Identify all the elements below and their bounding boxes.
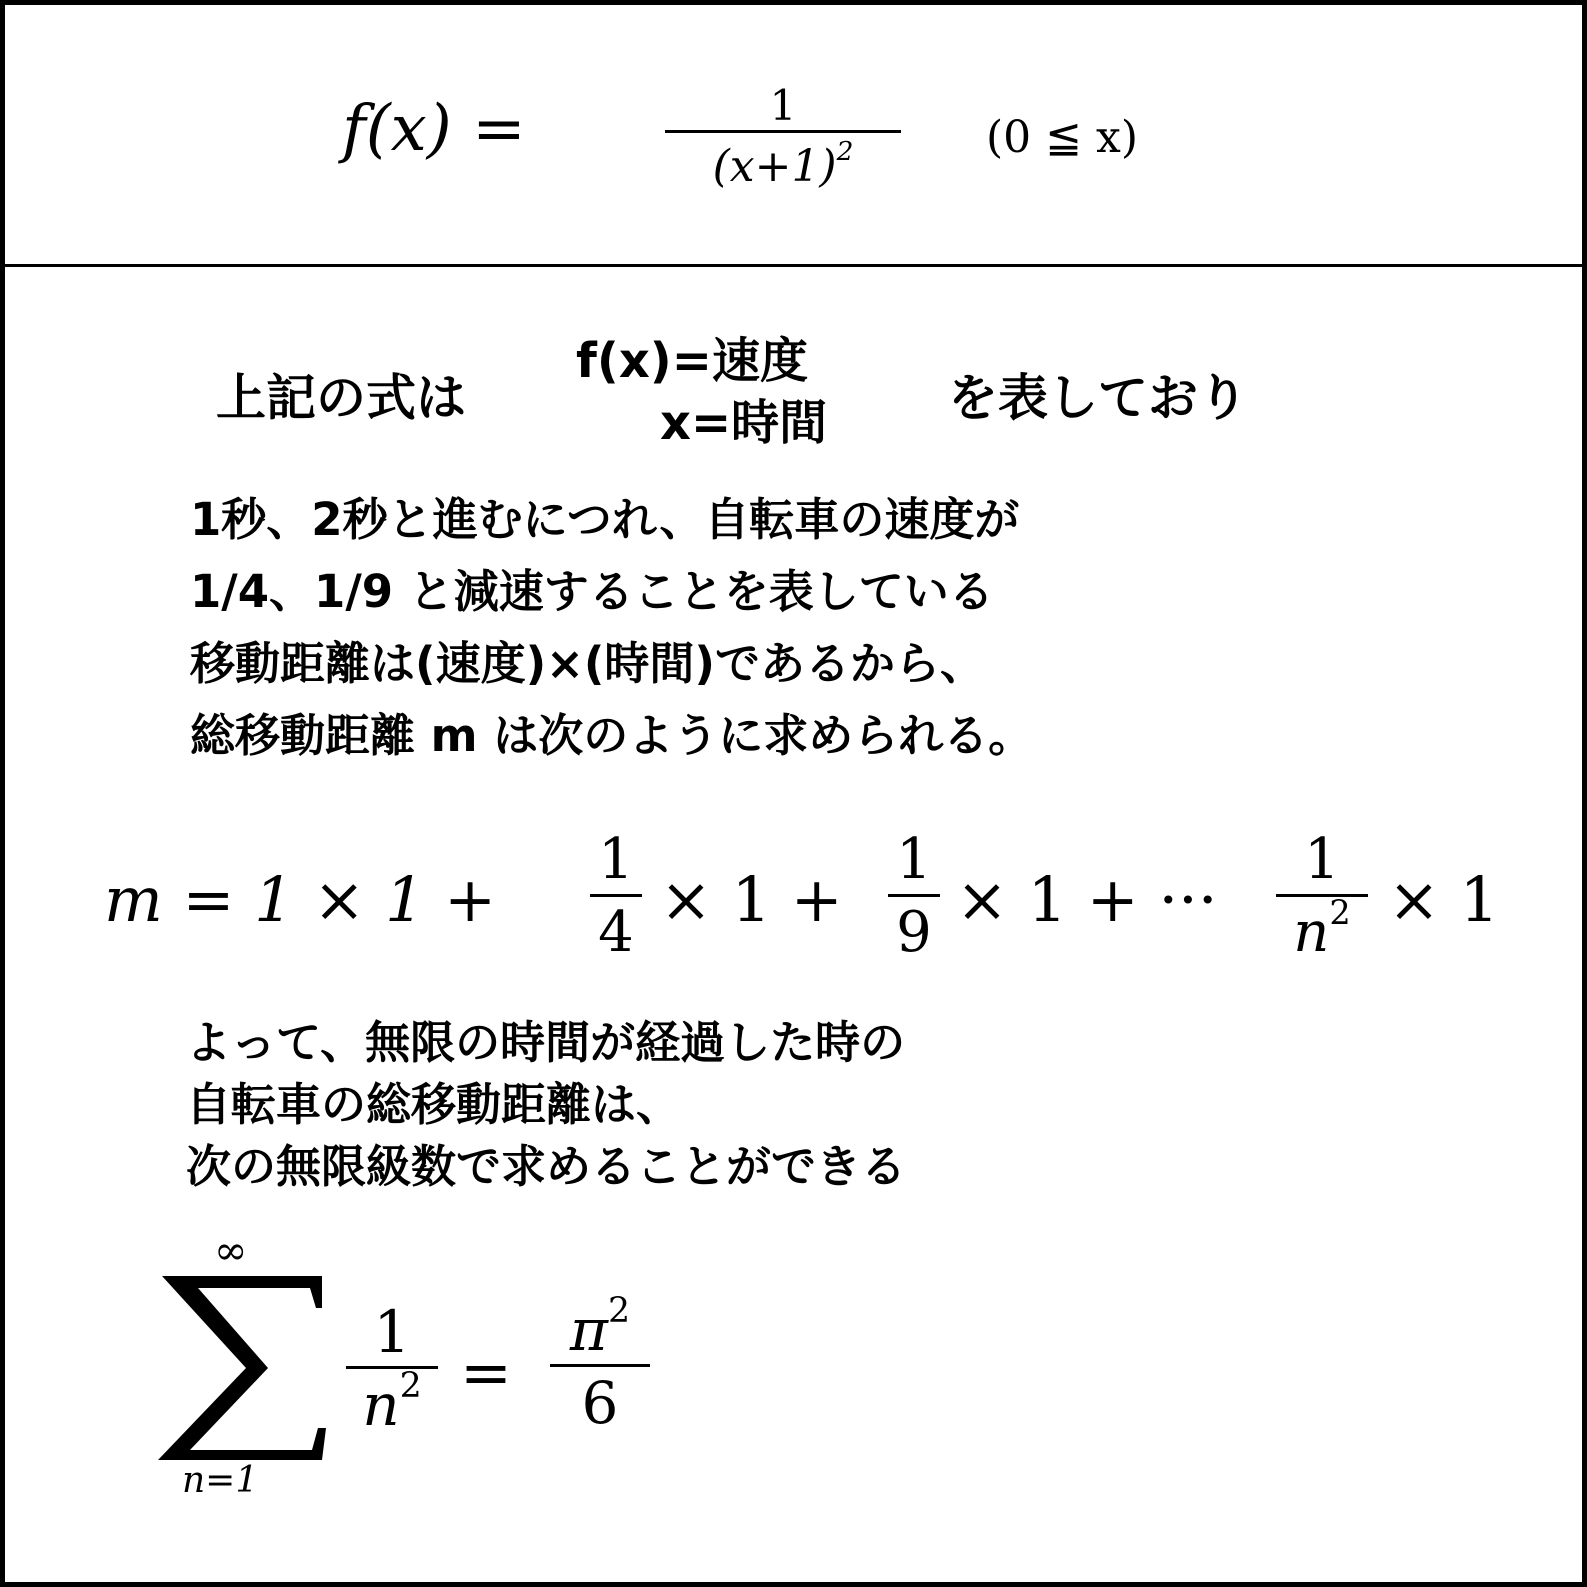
m-frac-quarter-num: 1 bbox=[598, 828, 634, 892]
paragraph-2-line: 次の無限級数で求めることができる bbox=[186, 1140, 907, 1193]
formula-numerator: 1 bbox=[769, 81, 797, 130]
m-frac-general-den bbox=[1276, 893, 1368, 965]
m-equation-mid-2: × 1 + ··· bbox=[956, 863, 1218, 936]
series-equals: = bbox=[460, 1336, 512, 1409]
formula-condition: (0 ≦ x) bbox=[986, 112, 1138, 163]
m-equation-mid-1: × 1 + bbox=[660, 863, 843, 936]
series-term-num: 1 bbox=[373, 1298, 411, 1366]
paragraph-1-line: 1秒、2秒と進むにつれ、自転車の速度が bbox=[190, 493, 1020, 546]
m-frac-general bbox=[1276, 828, 1368, 965]
series-result-num-exp: 2 bbox=[607, 1291, 631, 1332]
m-frac-quarter-den: 4 bbox=[598, 900, 634, 965]
fraction-bar bbox=[665, 130, 901, 133]
intro-right-text: を表しており bbox=[948, 369, 1248, 427]
definition-f: f(x)=速度 bbox=[576, 333, 808, 389]
fraction-bar bbox=[888, 894, 940, 897]
fraction-bar bbox=[1276, 894, 1368, 897]
series-term-den bbox=[346, 1366, 438, 1439]
series-term bbox=[346, 1300, 438, 1437]
paragraph-1-line: 1/4、1/9 と減速することを表している bbox=[190, 565, 994, 618]
paragraph-1-line: 総移動距離 m は次のように求められる。 bbox=[190, 709, 1034, 762]
section-divider bbox=[0, 264, 1587, 267]
m-frac-quarter bbox=[590, 828, 642, 965]
series-lower-limit: n=1 bbox=[182, 1460, 259, 1501]
m-frac-ninth-den: 9 bbox=[896, 900, 932, 965]
series-result-num-base: π bbox=[569, 1296, 608, 1364]
fraction-bar bbox=[346, 1366, 438, 1369]
m-frac-general-den-base: n bbox=[1293, 900, 1330, 965]
m-frac-ninth bbox=[888, 828, 940, 965]
m-equation-lhs: m = 1 × 1 + bbox=[104, 863, 497, 936]
series-term-den-base: n bbox=[362, 1371, 400, 1439]
formula-denominator-base: (x+1) bbox=[712, 141, 837, 192]
m-equation bbox=[104, 828, 1524, 968]
series-upper-limit: ∞ bbox=[214, 1228, 248, 1274]
series-result-num bbox=[550, 1291, 650, 1364]
paragraph-1-line: 移動距離は(速度)×(時間)であるから、 bbox=[190, 637, 985, 690]
formula-fraction bbox=[665, 82, 901, 195]
paragraph-1 bbox=[190, 484, 1033, 772]
paragraph-2-line: よって、無限の時間が経過した時の bbox=[186, 1016, 906, 1069]
m-frac-general-num: 1 bbox=[1304, 828, 1340, 892]
sigma-symbol bbox=[150, 1268, 330, 1463]
fraction-bar bbox=[590, 894, 642, 897]
definition-x: x=時間 bbox=[660, 395, 828, 451]
series-result-den: 6 bbox=[581, 1369, 619, 1437]
intro-left-text: 上記の式は bbox=[216, 369, 466, 427]
series-result bbox=[550, 1291, 650, 1437]
formula-lhs: f(x) = bbox=[342, 92, 526, 166]
m-equation-tail: × 1 bbox=[1388, 863, 1500, 936]
paragraph-2-line: 自転車の総移動距離は、 bbox=[186, 1078, 682, 1131]
formula-denominator-exp: 2 bbox=[836, 135, 854, 167]
m-frac-ninth-num: 1 bbox=[896, 828, 932, 892]
series-term-den-exp: 2 bbox=[399, 1366, 422, 1407]
paragraph-2 bbox=[186, 1012, 906, 1198]
formula-denominator bbox=[665, 135, 901, 195]
fraction-bar bbox=[550, 1364, 650, 1367]
m-frac-general-den-exp: 2 bbox=[1329, 893, 1351, 933]
